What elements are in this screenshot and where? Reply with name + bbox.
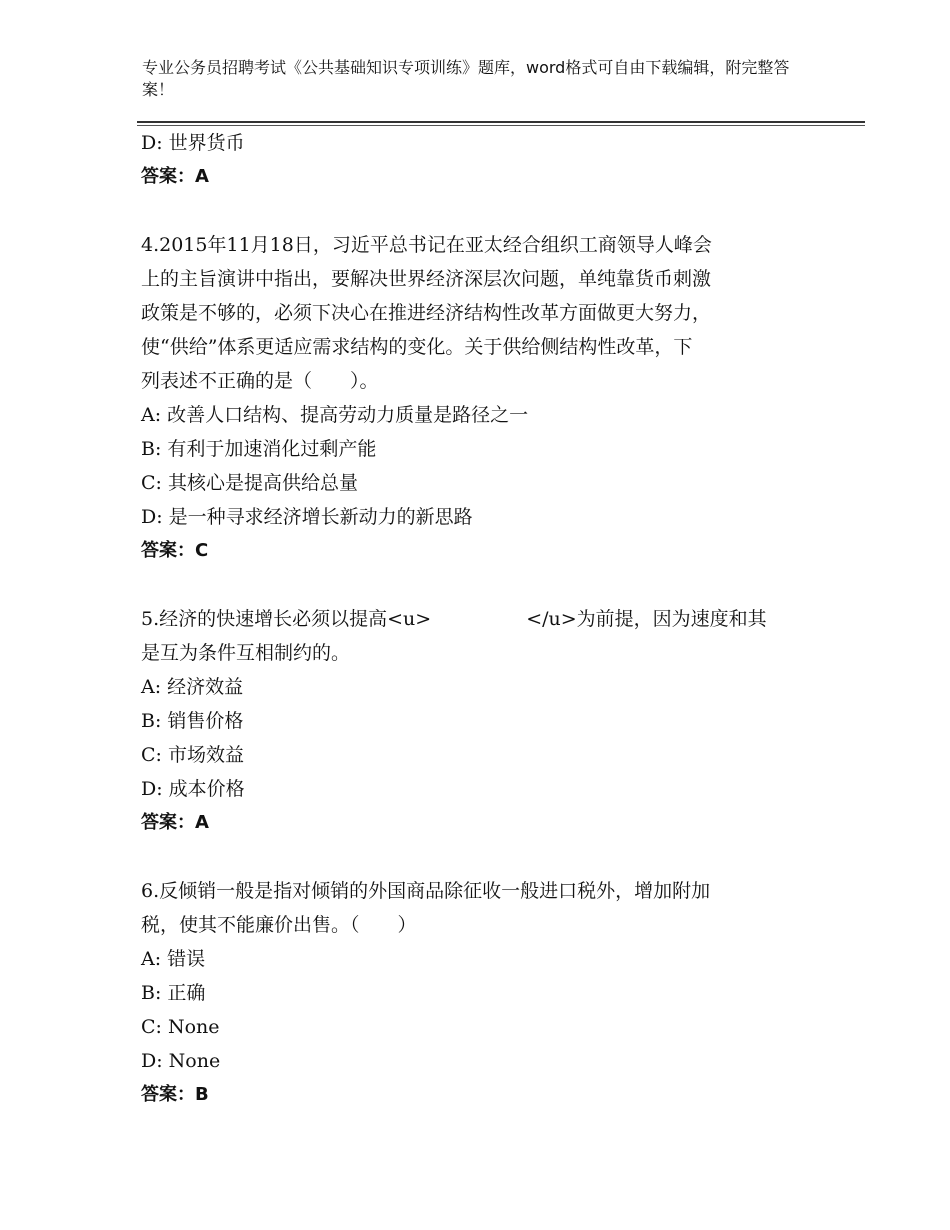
question-6 <box>141 874 806 1112</box>
q4-option-a: A: 改善人口结构、提高劳动力质量是路径之一 <box>141 404 529 426</box>
question-content <box>141 126 806 1112</box>
question-4 <box>141 228 806 568</box>
q5-stem-line: 5.经济的快速增长必须以提高<u> </u>为前提，因为速度和其 <box>141 608 767 630</box>
q5-option-b: B: 销售价格 <box>141 710 244 732</box>
header-rule-thick <box>137 121 865 123</box>
q3-option-d: D: 世界货币 <box>141 132 245 154</box>
q6-stem-line: 税，使其不能廉价出售。（ ） <box>141 914 417 936</box>
q5-option-d: D: 成本价格 <box>141 778 245 800</box>
q4-option-b: B: 有利于加速消化过剩产能 <box>141 438 377 460</box>
q4-stem-line: 使“供给”体系更适应需求结构的变化。关于供给侧结构性改革，下 <box>141 336 693 358</box>
q4-option-c: C: 其核心是提高供给总量 <box>141 472 358 494</box>
q4-stem-line: 上的主旨演讲中指出，要解决世界经济深层次问题，单纯靠货币刺激 <box>141 268 712 290</box>
q3-answer: 答案：A <box>141 166 209 187</box>
q5-answer: 答案：A <box>141 812 209 833</box>
q4-option-d: D: 是一种寻求经济增长新动力的新思路 <box>141 506 473 528</box>
q5-option-a: A: 经济效益 <box>141 676 244 698</box>
q6-option-d: D: None <box>141 1050 221 1072</box>
q6-stem-line: 6.反倾销一般是指对倾销的外国商品除征收一般进口税外，增加附加 <box>141 880 711 902</box>
q6-option-c: C: None <box>141 1016 220 1038</box>
q5-option-c: C: 市场效益 <box>141 744 244 766</box>
q4-stem-line: 列表述不正确的是（ ）。 <box>141 370 379 392</box>
q4-answer: 答案：C <box>141 540 209 561</box>
q4-stem-line: 4.2015年11月18日，习近平总书记在亚太经合组织工商领导人峰会 <box>141 234 712 256</box>
question-5 <box>141 602 806 840</box>
q4-stem-line: 政策是不够的，必须下决心在推进经济结构性改革方面做更大努力， <box>141 302 712 324</box>
q6-option-b: B: 正确 <box>141 982 206 1004</box>
q5-stem-line: 是互为条件互相制约的。 <box>141 642 351 664</box>
q6-answer: 答案：B <box>141 1084 209 1105</box>
q6-option-a: A: 错误 <box>141 948 206 970</box>
document-header: 专业公务员招聘考试《公共基础知识专项训练》题库，word格式可自由下载编辑，附完整答案！ <box>142 58 790 99</box>
